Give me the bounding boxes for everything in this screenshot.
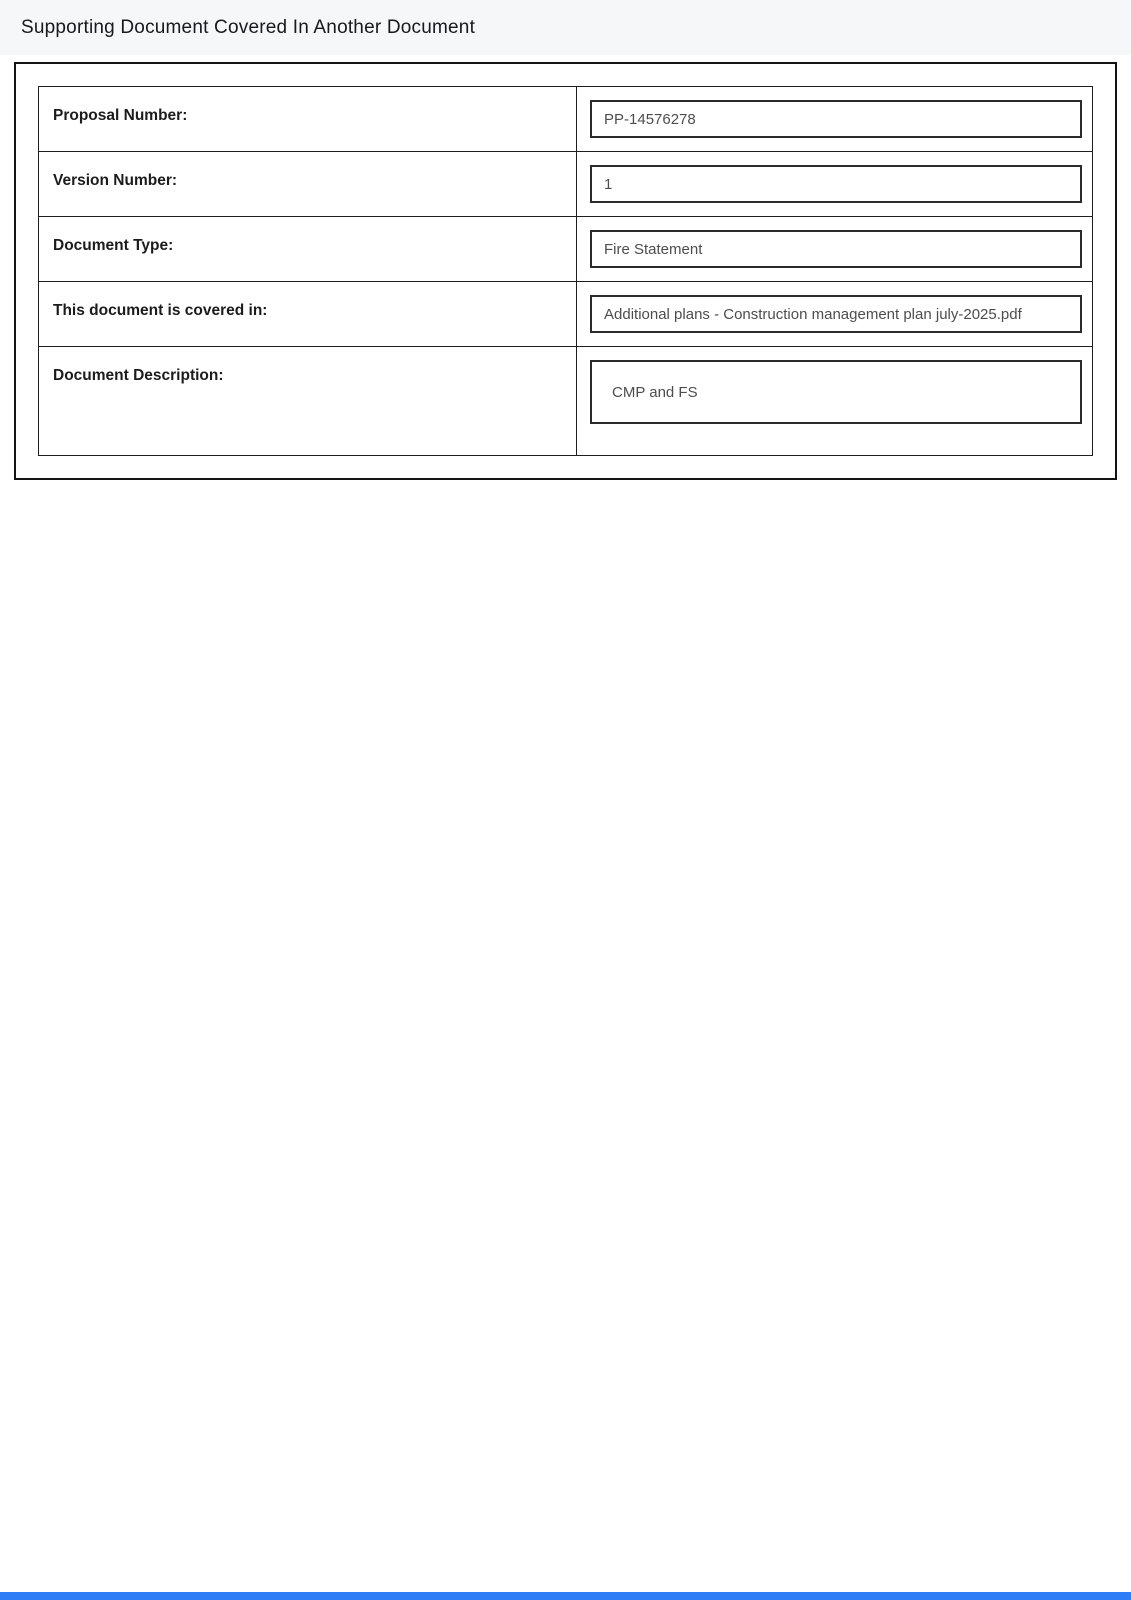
form-container <box>14 62 1117 480</box>
document-type-value-cell <box>577 217 1092 281</box>
form-table <box>38 86 1093 456</box>
covered-in-field[interactable]: Additional plans - Construction management plan july-2025.pdf <box>590 295 1082 333</box>
proposal-number-value-cell <box>577 87 1092 151</box>
form-row-document-type <box>39 217 1092 282</box>
form-row-proposal-number <box>39 87 1092 152</box>
document-type-field[interactable]: Fire Statement <box>590 230 1082 268</box>
version-number-label: Version Number: <box>39 152 577 216</box>
document-type-label: Document Type: <box>39 217 577 281</box>
version-number-field[interactable]: 1 <box>590 165 1082 203</box>
document-description-label: Document Description: <box>39 347 577 455</box>
page-header <box>0 0 1131 55</box>
document-description-field[interactable]: CMP and FS <box>590 360 1082 424</box>
form-row-document-description <box>39 347 1092 455</box>
main-content <box>0 55 1131 487</box>
version-number-value-cell <box>577 152 1092 216</box>
form-row-version-number <box>39 152 1092 217</box>
proposal-number-label: Proposal Number: <box>39 87 577 151</box>
covered-in-label: This document is covered in: <box>39 282 577 346</box>
page <box>0 0 1131 487</box>
form-row-covered-in <box>39 282 1092 347</box>
document-description-value-cell <box>577 347 1092 455</box>
covered-in-value-cell <box>577 282 1092 346</box>
page-title: Supporting Document Covered In Another Document <box>21 16 476 38</box>
proposal-number-field[interactable]: PP-14576278 <box>590 100 1082 138</box>
footer-accent-bar <box>0 1592 1131 1600</box>
